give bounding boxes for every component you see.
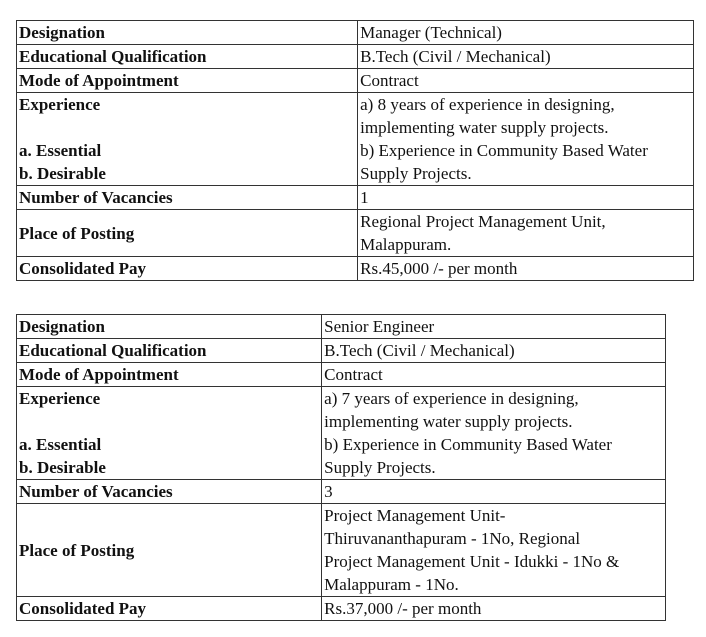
pay-value: Rs.37,000 /- per month (322, 597, 666, 621)
appointment-label: Mode of Appointment (17, 69, 358, 93)
pay-label: Consolidated Pay (17, 257, 358, 281)
qualification-row (17, 45, 694, 69)
experience-label-spacer (19, 410, 319, 433)
qualification-value: B.Tech (Civil / Mechanical) (322, 339, 666, 363)
designation-row (17, 315, 666, 339)
qualification-row (17, 339, 666, 363)
experience-line: implementing water supply projects. (360, 118, 609, 137)
designation-row (17, 21, 694, 45)
vacancies-row (17, 480, 666, 504)
qualification-label: Educational Qualification (17, 339, 322, 363)
designation-value: Manager (Technical) (358, 21, 694, 45)
job-table-manager-technical (16, 20, 694, 281)
vacancies-value: 1 (358, 186, 694, 210)
job-table-senior-engineer (16, 314, 666, 621)
experience-line: b) Experience in Community Based Water (360, 141, 648, 160)
desirable-label: b. Desirable (19, 458, 106, 477)
posting-line: Thiruvananthapuram - 1No, Regional (324, 529, 581, 548)
posting-row (17, 504, 666, 597)
experience-line: a) 7 years of experience in designing, (324, 389, 579, 408)
experience-line: Supply Projects. (360, 164, 472, 183)
pay-value: Rs.45,000 /- per month (358, 257, 694, 281)
experience-label-cell (17, 387, 322, 480)
vacancies-label: Number of Vacancies (17, 480, 322, 504)
essential-label: a. Essential (19, 435, 102, 454)
qualification-label: Educational Qualification (17, 45, 358, 69)
experience-line: implementing water supply projects. (324, 412, 573, 431)
posting-line: Project Management Unit- (324, 506, 506, 525)
qualification-value: B.Tech (Civil / Mechanical) (358, 45, 694, 69)
pay-row (17, 597, 666, 621)
appointment-value: Contract (358, 69, 694, 93)
experience-label: Experience (19, 389, 101, 408)
posting-line: Project Management Unit - Idukki - 1No & (324, 552, 620, 571)
posting-line: Regional Project Management Unit, (360, 212, 606, 231)
experience-line: b) Experience in Community Based Water (324, 435, 612, 454)
designation-label: Designation (17, 315, 322, 339)
vacancies-label: Number of Vacancies (17, 186, 358, 210)
posting-value-cell (358, 210, 694, 257)
pay-label: Consolidated Pay (17, 597, 322, 621)
appointment-row (17, 69, 694, 93)
experience-line: Supply Projects. (324, 458, 436, 477)
experience-row (17, 93, 694, 186)
experience-line: a) 8 years of experience in designing, (360, 95, 615, 114)
posting-line: Malappuram. (360, 235, 452, 254)
experience-label: Experience (19, 95, 101, 114)
experience-label-spacer (19, 116, 355, 139)
experience-label-cell (17, 93, 358, 186)
essential-label: a. Essential (19, 141, 102, 160)
vacancies-value: 3 (322, 480, 666, 504)
pay-row (17, 257, 694, 281)
designation-label: Designation (17, 21, 358, 45)
designation-value: Senior Engineer (322, 315, 666, 339)
vacancies-row (17, 186, 694, 210)
experience-value-cell (322, 387, 666, 480)
posting-row (17, 210, 694, 257)
posting-line: Malappuram - 1No. (324, 575, 459, 594)
desirable-label: b. Desirable (19, 164, 106, 183)
appointment-value: Contract (322, 363, 666, 387)
appointment-row (17, 363, 666, 387)
posting-value-cell (322, 504, 666, 597)
experience-value-cell (358, 93, 694, 186)
experience-row (17, 387, 666, 480)
appointment-label: Mode of Appointment (17, 363, 322, 387)
posting-label: Place of Posting (17, 210, 358, 257)
posting-label: Place of Posting (17, 504, 322, 597)
